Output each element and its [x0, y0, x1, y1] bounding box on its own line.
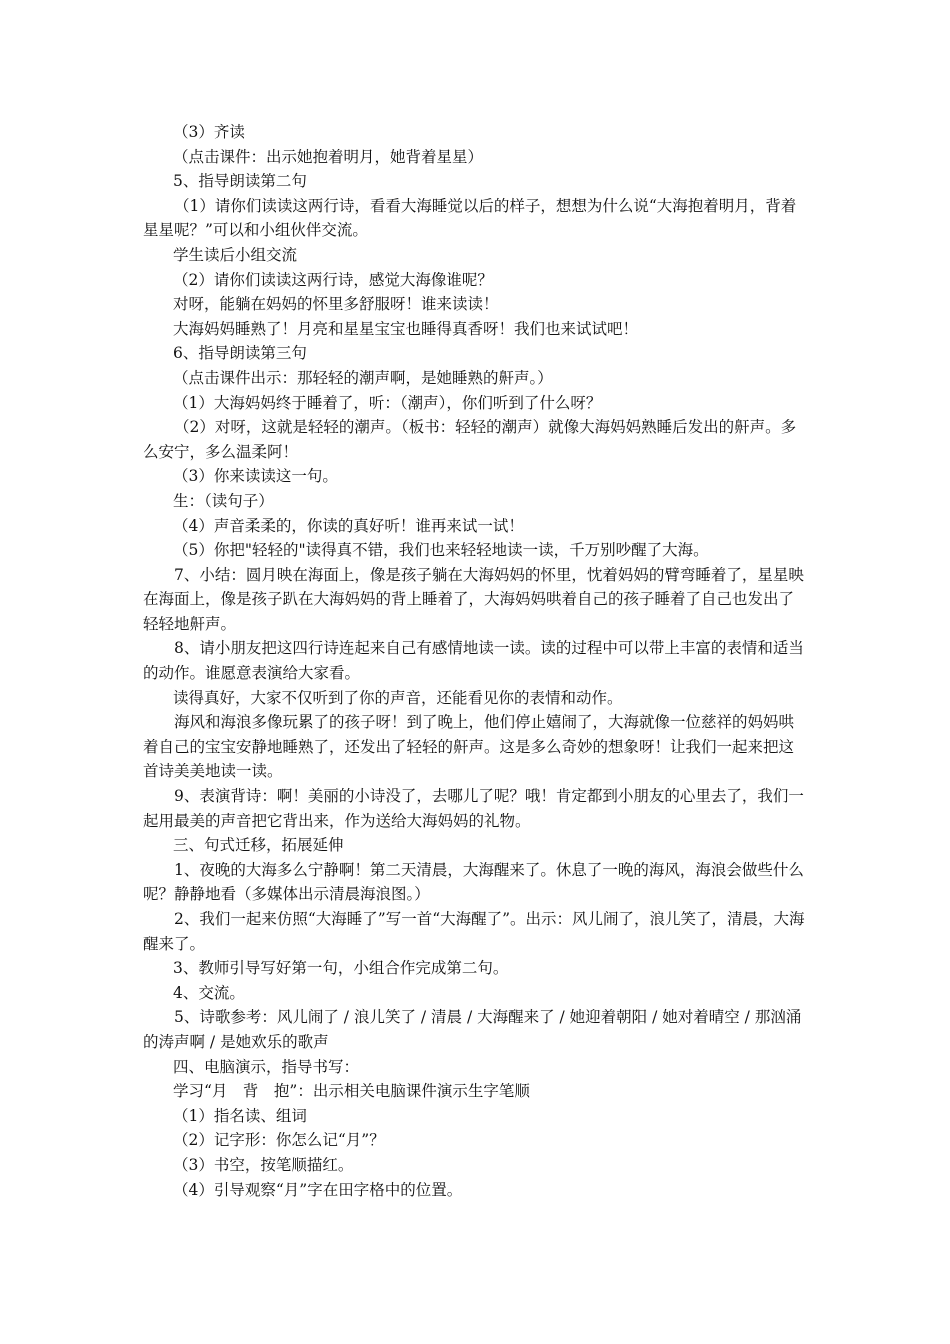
line-14: 生：（读句子）: [173, 491, 274, 510]
line-28: 四、电脑演示，指导书写：: [173, 1057, 360, 1076]
line-13: （3）你来读读这一句。: [173, 467, 338, 486]
line-1: （3）齐读: [173, 123, 245, 141]
line-11: （1）大海妈妈终于睡着了，听：（潮声），你们听到了什么呀？: [173, 393, 602, 412]
line-10: （点击课件出示：那轻轻的潮声啊，是她睡熟的鼾声。）: [173, 368, 553, 387]
line-2: （点击课件：出示她抱着明月，她背着星星）: [173, 147, 484, 166]
line-24: 2、我们一起来仿照“大海睡了”写一首“大海醒了”。出示：风儿闹了，浪儿笑了，清晨，大海醒来了。: [143, 910, 805, 953]
line-9: 6、指导朗读第三句: [173, 344, 307, 363]
document-page: [143, 120, 808, 1202]
line-23: 1、夜晚的大海多么宁静啊！第二天清晨，大海醒来了。休息了一晚的海风，海浪会做些什么呢？静静地看（多媒体出示清晨海浪图。）: [143, 860, 804, 904]
line-15: （4）声音柔柔的，你读的真好听！谁再来试一试！: [173, 516, 524, 535]
line-5: 学生读后小组交流: [173, 245, 298, 264]
line-27: 5、诗歌参考：风儿闹了 / 浪儿笑了 / 清晨 / 大海醒来了 / 她迎着朝阳 / 她对着晴空 / 那汹涌的涛声啊 / 是她欢乐的歌声: [143, 1008, 802, 1051]
line-8: 大海妈妈睡熟了！月亮和星星宝宝也睡得真香呀！我们也来试试吧！: [173, 319, 639, 338]
line-30: （1）指名读、组词: [173, 1106, 307, 1125]
line-3: 5、指导朗读第二句: [173, 172, 307, 191]
line-26: 4、交流。: [173, 983, 245, 1002]
line-18: 8、请小朋友把这四行诗连起来自己有感情地读一读。读的过程中可以带上丰富的表情和适当的动作。谁愿意表演给大家看。: [143, 639, 804, 683]
line-16: （5）你把"轻轻的"读得真不错，我们也来轻轻地读一读，千万别吵醒了大海。: [173, 541, 709, 560]
line-31: （2）记字形：你怎么记“月”？: [173, 1131, 385, 1150]
line-6: （2）请你们读读这两行诗，感觉大海像谁呢？: [173, 270, 493, 289]
line-21: 9、表演背诗：啊！美丽的小诗没了，去哪儿了呢？哦！肯定都到小朋友的心里去了，我们一起用最美的声音把它背出来，作为送给大海妈妈的礼物。: [143, 787, 804, 830]
line-22: 三、句式迁移，拓展延伸: [173, 836, 344, 855]
line-20: 海风和海浪多像玩累了的孩子呀！到了晚上，他们停止嬉闹了，大海就像一位慈祥的妈妈哄着自己的宝宝安静地睡熟了，还发出了轻轻的鼾声。这是多么奇妙的想象呀！让我们一起来把这首诗美美地读一读。: [143, 713, 795, 781]
line-29: 学习“月 背 抱”：出示相关电脑课件演示生字笔顺: [173, 1082, 530, 1101]
line-25: 3、教师引导写好第一句，小组合作完成第二句。: [173, 959, 509, 978]
line-7: 对呀，能躺在妈妈的怀里多舒服呀！谁来读读！: [173, 295, 499, 314]
line-12: （2）对呀，这就是轻轻的潮声。（板书：轻轻的潮声）就像大海妈妈熟睡后发出的鼾声。多么安宁，多么温柔阿！: [143, 418, 797, 461]
line-17: 7、小结：圆月映在海面上，像是孩子躺在大海妈妈的怀里，忱着妈妈的臂弯睡着了，星星映在海面上，像是孩子趴在大海妈妈的背上睡着了，大海妈妈哄着自己的孩子睡着了自己也发出了轻轻地鼾声。: [143, 565, 804, 633]
line-33: （4）引导观察“月”字在田字格中的位置。: [173, 1180, 463, 1199]
line-19: 读得真好，大家不仅听到了你的声音，还能看见你的表情和动作。: [173, 688, 623, 707]
line-4: （1）请你们读读这两行诗，看看大海睡觉以后的样子，想想为什么说“大海抱着明月，背着星星呢？”可以和小组伙伴交流。: [143, 196, 797, 240]
line-32: （3）书空，按笔顺描红。: [173, 1155, 354, 1174]
